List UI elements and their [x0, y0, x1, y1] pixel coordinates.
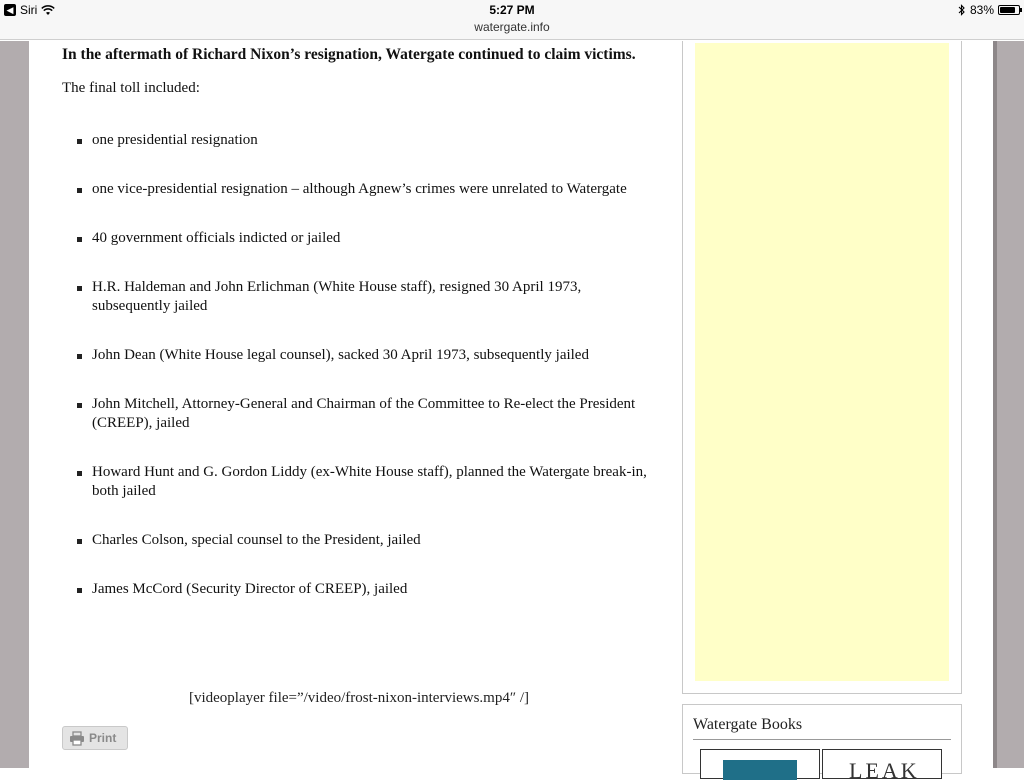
status-bar	[0, 0, 1024, 40]
status-time: 5:27 PM	[489, 3, 535, 17]
book-cover-1[interactable]	[700, 749, 820, 779]
battery-percent: 83%	[969, 3, 994, 17]
book-cover-title: LEAK	[849, 758, 920, 783]
book-cover-2[interactable]	[822, 749, 942, 783]
page-gutter-shadow	[993, 41, 997, 768]
sidebar-ad-widget	[682, 41, 962, 694]
battery-fill	[1000, 7, 1015, 13]
status-right	[958, 3, 1020, 17]
toll-list	[62, 131, 662, 599]
bluetooth-icon	[958, 4, 966, 16]
list-item: John Dean (White House legal counsel), sacked 30 April 1973, subsequently jailed	[62, 346, 662, 365]
list-item: one vice-presidential resignation – although Agnew’s crimes were unrelated to Watergate	[62, 180, 662, 199]
books-widget-title: Watergate Books	[693, 716, 803, 733]
print-button[interactable]	[62, 726, 128, 750]
battery-icon	[998, 5, 1020, 15]
article-lead: In the aftermath of Richard Nixon’s resignation, Watergate continued to claim victims.	[62, 46, 636, 63]
widget-divider	[693, 739, 951, 740]
page-content	[29, 41, 993, 783]
list-item: H.R. Haldeman and John Erlichman (White House staff), resigned 30 April 1973, subsequently jailed	[62, 278, 662, 316]
list-item: Charles Colson, special counsel to the President, jailed	[62, 531, 662, 550]
list-item: one presidential resignation	[62, 131, 662, 150]
list-item: John Mitchell, Attorney-General and Chairman of the Committee to Re-elect the President (CREEP), jailed	[62, 395, 662, 433]
address-url[interactable]: watergate.info	[474, 20, 550, 34]
back-chevron-icon: ◀	[4, 4, 16, 16]
article-body	[62, 45, 662, 629]
page-gutter-right	[993, 41, 1024, 768]
ad-placeholder[interactable]	[695, 43, 949, 681]
page-gutter-left	[0, 41, 29, 768]
article-intro: The final toll included:	[62, 80, 200, 96]
video-shortcode: [videoplayer file=”/video/frost-nixon-interviews.mp4″ /]	[188, 690, 530, 706]
book-cover-band	[723, 760, 797, 780]
list-item: 40 government officials indicted or jailed	[62, 229, 662, 248]
list-item: James McCord (Security Director of CREEP), jailed	[62, 580, 662, 599]
list-item: Howard Hunt and G. Gordon Liddy (ex-White House staff), planned the Watergate break-in, both jailed	[62, 463, 662, 501]
print-label: Print	[89, 731, 117, 745]
printer-icon	[69, 731, 85, 746]
watergate-books-widget	[682, 704, 962, 783]
back-app-label: Siri	[20, 3, 38, 17]
